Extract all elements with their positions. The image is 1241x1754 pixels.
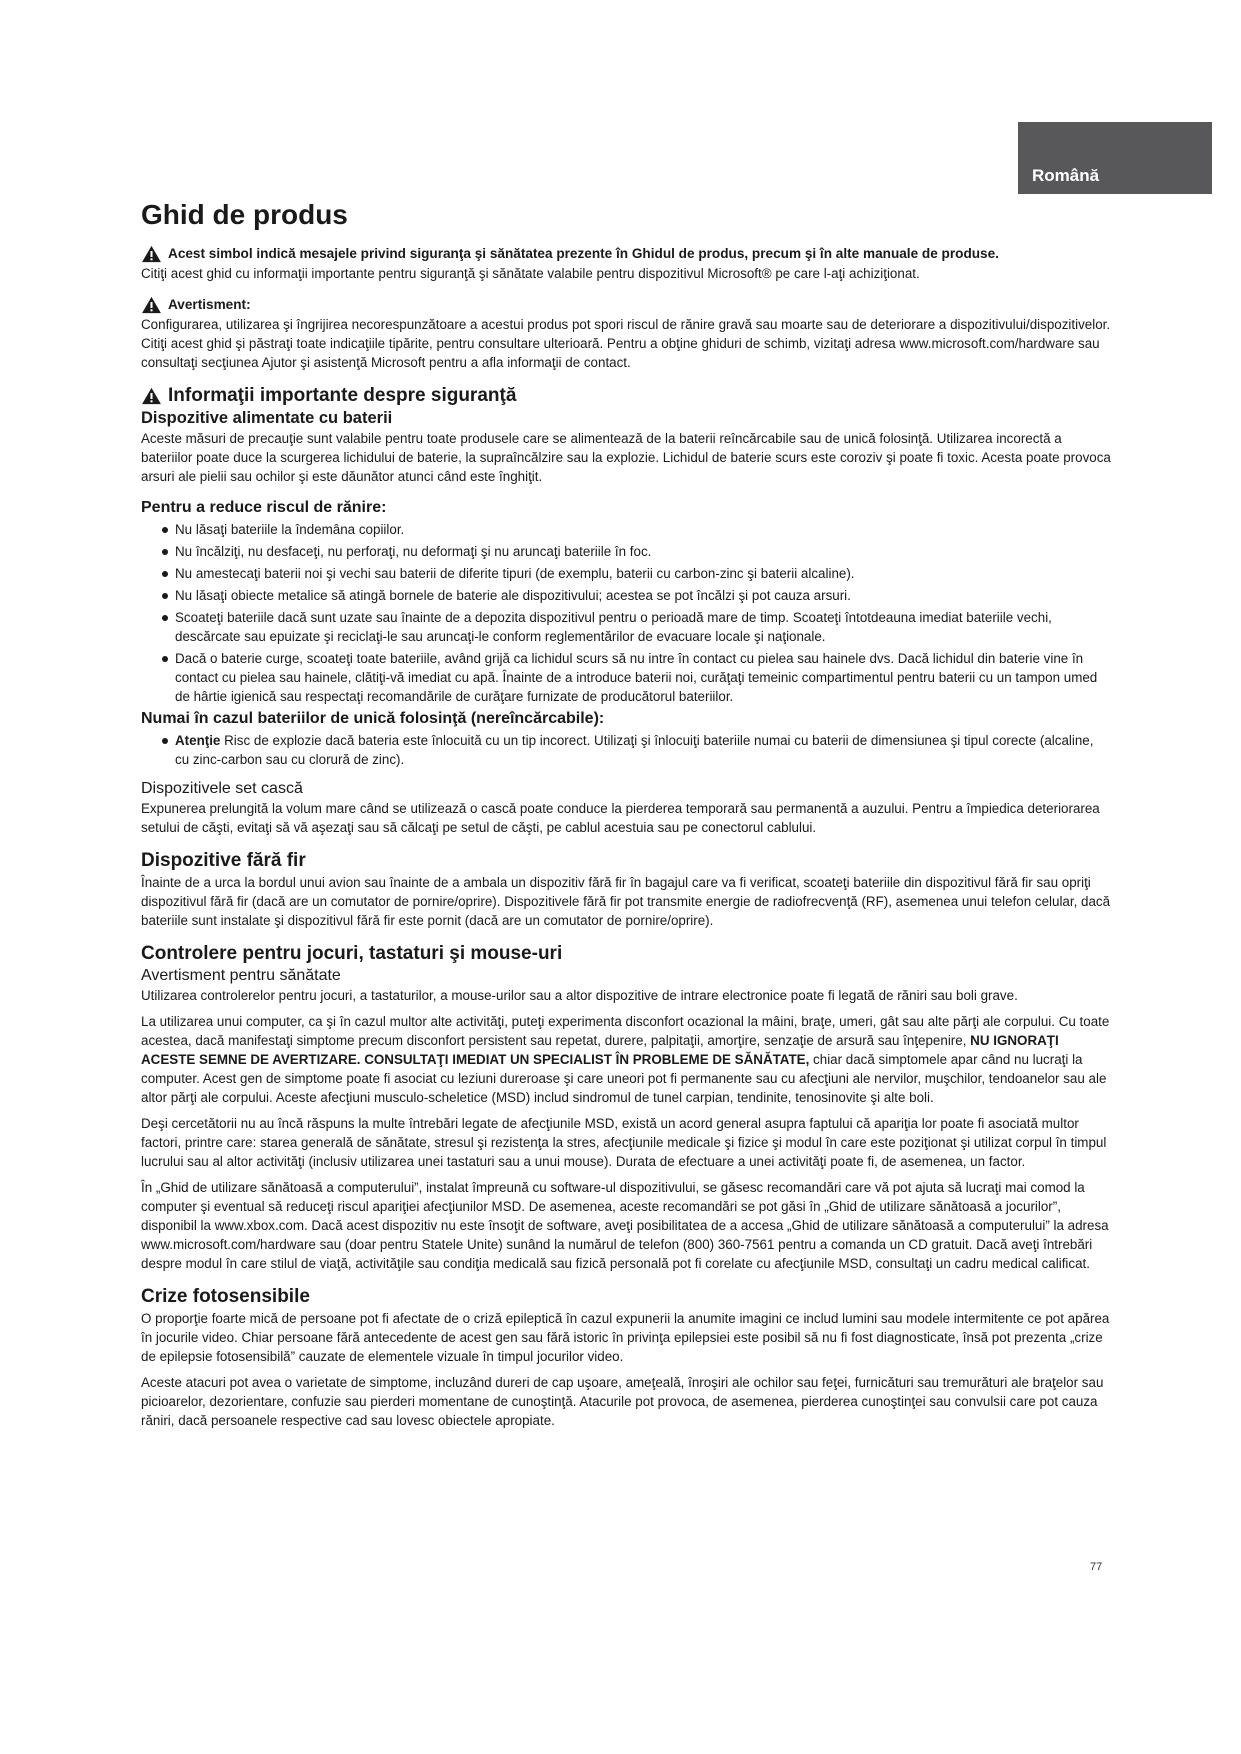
safety-heading [141,384,1111,408]
list-item: Scoateţi bateriile dacă sunt uzate sau înainte de a depozita dispozitivul pentru o perioadă mare de timp. Scoateţi întotdeauna imediat bateriile vechi, descărcate sau epuizate şi reciclaţi-le sau aruncaţi-le conform reglementărilor de evacuare locale şi naţionale. [141,608,1111,646]
warning-triangle-icon [141,245,162,263]
list-item: Nu lăsaţi bateriile la îndemâna copiilor. [141,520,1111,539]
seizures-paragraph-2: Aceste atacuri pot avea o varietate de simptome, incluzând dureri de cap uşoare, ameţeală, înroşiri ale ochilor sau feţei, furnicături sau tremurături ale braţelor sau picioarelor, dezorientare, confuzie sau pierderi momentane de cunoştinţă. Atacurile pot provoca, de asemenea, pierderea cunoştinţei sau convulsii care pot cauza răniri, dacă persoanele respective cad sau lovesc obiectele apropiate. [141,1375,1104,1428]
bullet-icon [162,656,168,662]
caution-label: Atenţie [175,733,221,748]
wireless-heading: Dispozitive fără fir [141,850,306,871]
warning-heading [141,295,1111,315]
list-item: Nu încălziţi, nu desfaceţi, nu perforaţi, nu deformaţi şi nu aruncaţi bateriile în foc. [141,542,1111,561]
list-item: Nu lăsaţi obiecte metalice să atingă bornele de baterie ale dispozitivului; acestea se pot încălzi şi pot cauza arsuri. [141,586,1111,605]
seizures-heading: Crize fotosensibile [141,1286,310,1307]
warning-triangle-icon [141,296,162,314]
health-warning-heading: Avertisment pentru sănătate [141,967,341,984]
symbol-notice-text: Acest simbol indică mesajele privind siguranţa şi sănătatea prezente în Ghidul de produs, precum şi în alte manuale de produse. [168,246,999,261]
health-warning-text: Utilizarea controlerelor pentru jocuri, a tastaturilor, a mouse-urilor sau a altor dispozitive de intrare electronice poate fi legată de răniri sau boli grave. [141,988,1018,1003]
bullet-icon [162,549,168,555]
warning-label: Avertisment: [168,297,251,312]
language-tab [1018,122,1212,194]
reduce-risk-heading: Pentru a reduce riscul de rănire: [141,499,387,516]
bullet-icon [162,615,168,621]
document-body [141,198,1111,1430]
safety-heading-text: Informaţii importante despre siguranţă [168,385,517,406]
warning-triangle-icon [141,387,162,405]
symbol-notice [141,244,1111,264]
seizures-paragraph-1: O proporţie foarte mică de persoane pot fi afectate de o criză epileptică în cazul expunerii la anumite imagini ce includ lumini sau modele intermitente ce pot apărea în jocurile video. Chiar persoane fără antecedente de acest gen sau fără istoric în privinţa epilepsiei este posibil să nu fi fost diagnosticate, însă pot prezenta „crize de epilepsie fotosensibilă” cauzate de elementele vizuale în timpul jocurilor video. [141,1311,1110,1364]
page-number: 77 [1090,1561,1103,1573]
headset-heading: Dispozitivele set cască [141,780,303,797]
battery-text: Aceste măsuri de precauţie sunt valabile pentru toate produsele care se alimentează de la baterii reîncărcabile sau de unică folosinţă. Utilizarea incorectă a bateriilor poate duce la scurgerea lichidului de baterie, la supraîncălzire sau la explozie. Lichidul de baterie scurs este coroziv şi poate fi toxic. Acesta poate provoca arsuri ale pielii sau ochilor şi este dăunător atunci când este înghiţit. [141,431,1111,484]
single-use-list [141,731,1111,769]
msd-paragraph-3: În „Ghid de utilizare sănătoasă a computerului”, instalat împreună cu software-ul dispozitivului, se găsesc recomandări care vă pot ajuta să lucraţi mai comod la computer şi eventual să reduceţi riscul apariţiei afecţiunilor MSD. De asemenea, aceste recomandări se pot găsi în „Ghid de utilizare sănătoasă a jocurilor”, disponibil la www.xbox.com. Dacă acest dispozitiv nu este însoţit de software, aveţi posibilitatea de a accesa „Ghid de utilizare sănătoasă a computerului” la adresa www.microsoft.com/hardware sau (doar pentru Statele Unite) sunând la numărul de telefon (800) 360-7561 pentru a comanda un CD gratuit. Dacă aveţi întrebări despre modul în care stilul de viaţă, activităţile sau condiţia medicală sau fizică personală pot fi corelate cu afecţiunile MSD, consultaţi un cadru medical calificat. [141,1180,1109,1271]
warning-text: Configurarea, utilizarea şi îngrijirea necorespunzătoare a acestui produs pot spori riscul de rănire gravă sau moarte sau de deteriorare a dispozitivului/dispozitivelor. Citiţi acest ghid şi păstraţi toate indicaţiile tipărite, pentru consultare ulterioară. Pentru a obţine ghiduri de schimb, vizitaţi adresa www.microsoft.com/hardware sau consultaţi secţiunea Ajutor şi asistenţă Microsoft pentru a afla informaţii de contact. [141,317,1111,370]
controllers-heading: Controlere pentru jocuri, tastaturi şi mouse-uri [141,943,563,964]
bullet-icon [162,593,168,599]
bullet-icon [162,527,168,533]
bullet-icon [162,738,168,744]
list-item: Nu amestecaţi baterii noi şi vechi sau baterii de diferite tipuri (de exemplu, baterii cu carbon-zinc şi baterii alcaline). [141,564,1111,583]
single-use-heading: Numai în cazul bateriilor de unică folosinţă (nereîncărcabile): [141,710,605,727]
reduce-risk-list [141,520,1111,706]
msd-paragraph-1: La utilizarea unui computer, ca şi în cazul multor alte activităţi, puteţi experimenta disconfort ocazional la mâini, braţe, umeri, gât sau alte părţi ale corpului. Cu toate acestea, dacă manifestaţi simptome precum disconfort persistent sau repetat, durere, palpitaţii, amorţire, senzaţie de arsură sau înţepenire, NU IGNORAŢI ACESTE SEMNE DE AVERTIZARE. CONSULTAŢI IMEDIAT UN SPECIALIST ÎN PROBLEME DE SĂNĂTATE, chiar dacă simptomele apar când nu lucraţi la computer. Acest gen de simptome poate fi asociat cu leziuni dureroase şi care uneori pot fi permanente sau cu afecţiuni ale nervilor, muşchilor, tendoanelor sau ale altor părţi ale corpului. Aceste afecţiuni musculo-scheletice (MSD) includ sindromul de tunel carpian, tendinite, tenosinovite şi alte boli. [141,1014,1110,1105]
page-title: Ghid de produs [141,199,348,230]
msd-paragraph-2: Deşi cercetătorii nu au încă răspuns la multe întrebări legate de afecţiunile MSD, există un acord general asupra faptului că apariţia lor poate fi asociată multor factori, printre care: starea generală de sănătate, stresul şi rezistenţa la stres, afecţiunile medicale şi fizice şi modul în care este poziţionat şi utilizat corpul în timpul lucrului sau al altor activităţi (inclusiv utilizarea unei tastaturi sau a unui mouse). Durata de efectuare a unei activităţi poate fi, de asemenea, un factor. [141,1116,1107,1169]
wireless-text: Înainte de a urca la bordul unui avion sau înainte de a ambala un dispozitiv fără fir în bagajul care va fi verificat, scoateţi bateriile din dispozitivul fără fir sau opriţi dispozitivul fără fir (dacă are un comutator de pornire/oprire). Dispozitivele fără fir pot transmite energie de radiofrecvenţă (RF), asemenea unui telefon celular, dacă bateriile sunt instalate şi dispozitivul fără fir este pornit (dacă are un comutator de pornire/oprire). [141,875,1111,928]
battery-heading: Dispozitive alimentate cu baterii [141,409,393,427]
read-notice: Citiţi acest ghid cu informaţii importante pentru siguranţă şi sănătate valabile pentru dispozitivul Microsoft® pe care l-aţi achiziţionat. [141,266,920,281]
list-item: Atenţie Risc de explozie dacă bateria este înlocuită cu un tip incorect. Utilizaţi şi înlocuiţi bateriile numai cu baterii de dimensiunea şi tipul corecte (alcaline, cu zinc-carbon sau cu clorură de zinc). [141,731,1111,769]
list-item: Dacă o baterie curge, scoateţi toate bateriile, având grijă ca lichidul scurs să nu intre în contact cu pielea sau hainele dvs. Dacă lichidul din baterie vine în contact cu pielea sau hainele, clătiţi-vă imediat cu apă. Înainte de a introduce baterii noi, curăţaţi temeinic compartimentul pentru baterii cu un tampon umed de hârtie igienică sau respectaţi recomandările de curăţare furnizate de producătorul bateriilor. [141,649,1111,706]
language-tab-label: Română [1032,166,1100,185]
bullet-icon [162,571,168,577]
headset-text: Expunerea prelungită la volum mare când se utilizează o cască poate conduce la pierderea temporară sau permanentă a auzului. Pentru a împiedica deteriorarea setului de căşti, evitaţi să vă aşezaţi sau să călcaţi pe setul de căşti, pe cablul acestuia sau pe conectorul cablului. [141,801,1100,835]
